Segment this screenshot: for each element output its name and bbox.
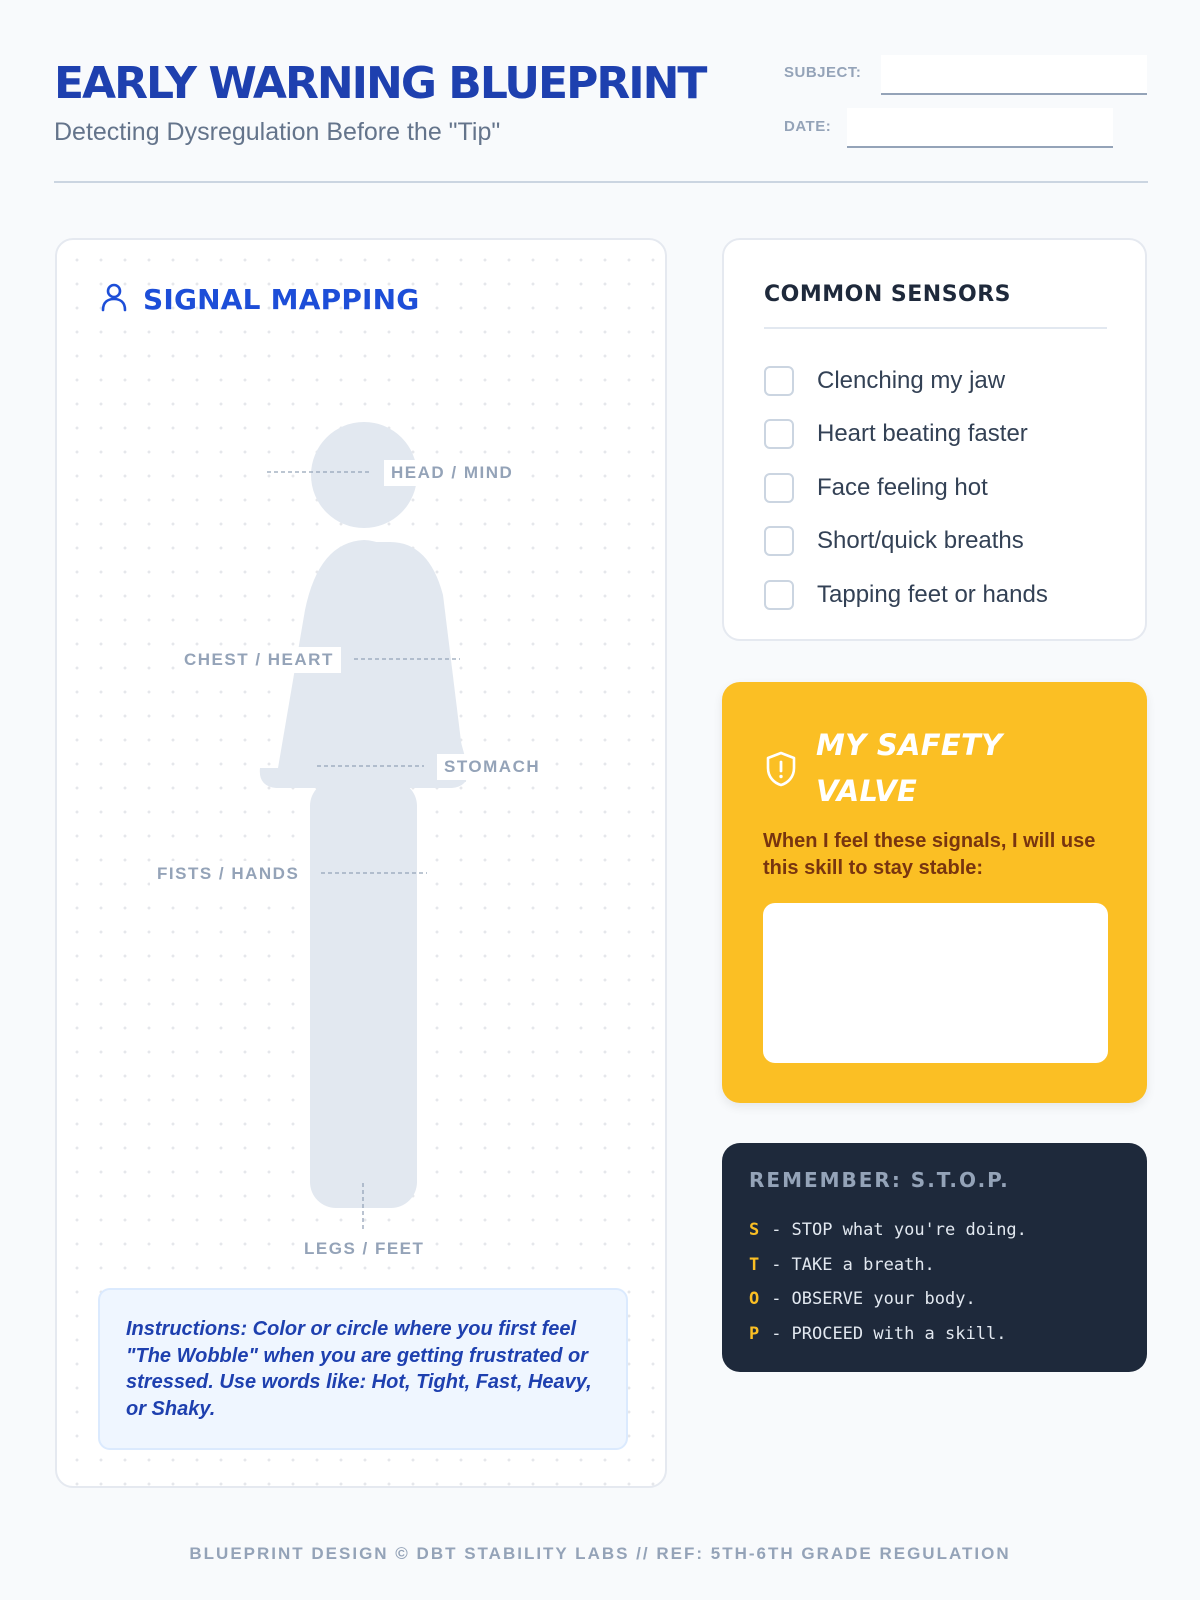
sensor-label: Tapping feet or hands [817,580,1048,608]
stop-reminder-card [722,1143,1147,1372]
sensor-list [764,354,1048,622]
stop-step: P - PROCEED with a skill. [749,1323,1007,1344]
stop-letter: S [749,1220,760,1241]
sensor-checkbox[interactable] [764,473,794,503]
zone-label-stomach: STOMACH [437,754,547,780]
zone-label-chest: CHEST / HEART [177,647,341,673]
sensor-checkbox[interactable] [764,419,794,449]
date-label: DATE: [784,118,832,135]
signal-mapping-card [55,238,667,1488]
stop-letter: P [749,1323,760,1344]
stop-title: REMEMBER: S.T.O.P. [749,1168,1010,1192]
stop-text: TAKE a breath. [791,1254,935,1275]
stop-step: S - STOP what you're doing. [749,1220,1027,1241]
stop-letter: O [749,1289,760,1310]
sensor-item[interactable] [764,568,1048,622]
page-footer: BLUEPRINT DESIGN © DBT STABILITY LABS // REF: 5TH-6TH GRADE REGULATION [189,1544,1011,1563]
sensor-label: Face feeling hot [817,473,988,501]
stop-letter: T [749,1254,760,1275]
shield-alert-icon [764,750,798,793]
zone-label-head: HEAD / MIND [384,460,520,486]
sensors-title: COMMON SENSORS [764,282,1012,307]
safety-valve-description: When I feel these signals, I will use this skill to stay stable: [763,830,1096,879]
sensor-item[interactable] [764,354,1048,408]
stop-step: T - TAKE a breath. [749,1254,935,1275]
page-title: EARLY WARNING BLUEPRINT [54,58,706,109]
sensors-divider [764,327,1107,329]
stop-steps [749,1213,1027,1351]
signal-mapping-title: SIGNAL MAPPING [143,283,420,316]
sensor-item[interactable] [764,408,1048,462]
sensor-label: Short/quick breaths [817,527,1024,555]
common-sensors-card [722,238,1147,641]
page-subtitle: Detecting Dysregulation Before the "Tip" [54,118,501,146]
sensor-item[interactable] [764,461,1048,515]
stop-text: OBSERVE your body. [791,1289,976,1310]
sensor-label: Heart beating faster [817,420,1028,448]
sensor-checkbox[interactable] [764,580,794,610]
sensor-checkbox[interactable] [764,366,794,396]
safety-valve-response-box[interactable] [763,903,1108,1063]
safety-valve-card [722,682,1147,1103]
silhouette-legs [310,780,417,1208]
sensor-label: Clenching my jaw [817,366,1006,394]
zone-label-hands: FISTS / HANDS [150,861,306,887]
date-field[interactable] [847,108,1113,148]
zone-label-feet: LEGS / FEET [297,1236,431,1262]
sensor-item[interactable] [764,515,1048,569]
instructions-box: Instructions: Color or circle where you first feel "The Wobble" when you are getting frustrated or stressed. Use words like: Hot, Tight, Fast, Heavy, or Shaky. [98,1288,628,1450]
sensor-checkbox[interactable] [764,526,794,556]
header-divider [54,181,1148,183]
subject-label: SUBJECT: [784,64,862,81]
stop-text: PROCEED with a skill. [791,1323,1007,1344]
stop-text: STOP what you're doing. [791,1220,1027,1241]
stop-step: O - OBSERVE your body. [749,1289,976,1310]
safety-valve-title: MY SAFETY VALVE [816,728,1003,808]
subject-field[interactable] [881,55,1147,95]
